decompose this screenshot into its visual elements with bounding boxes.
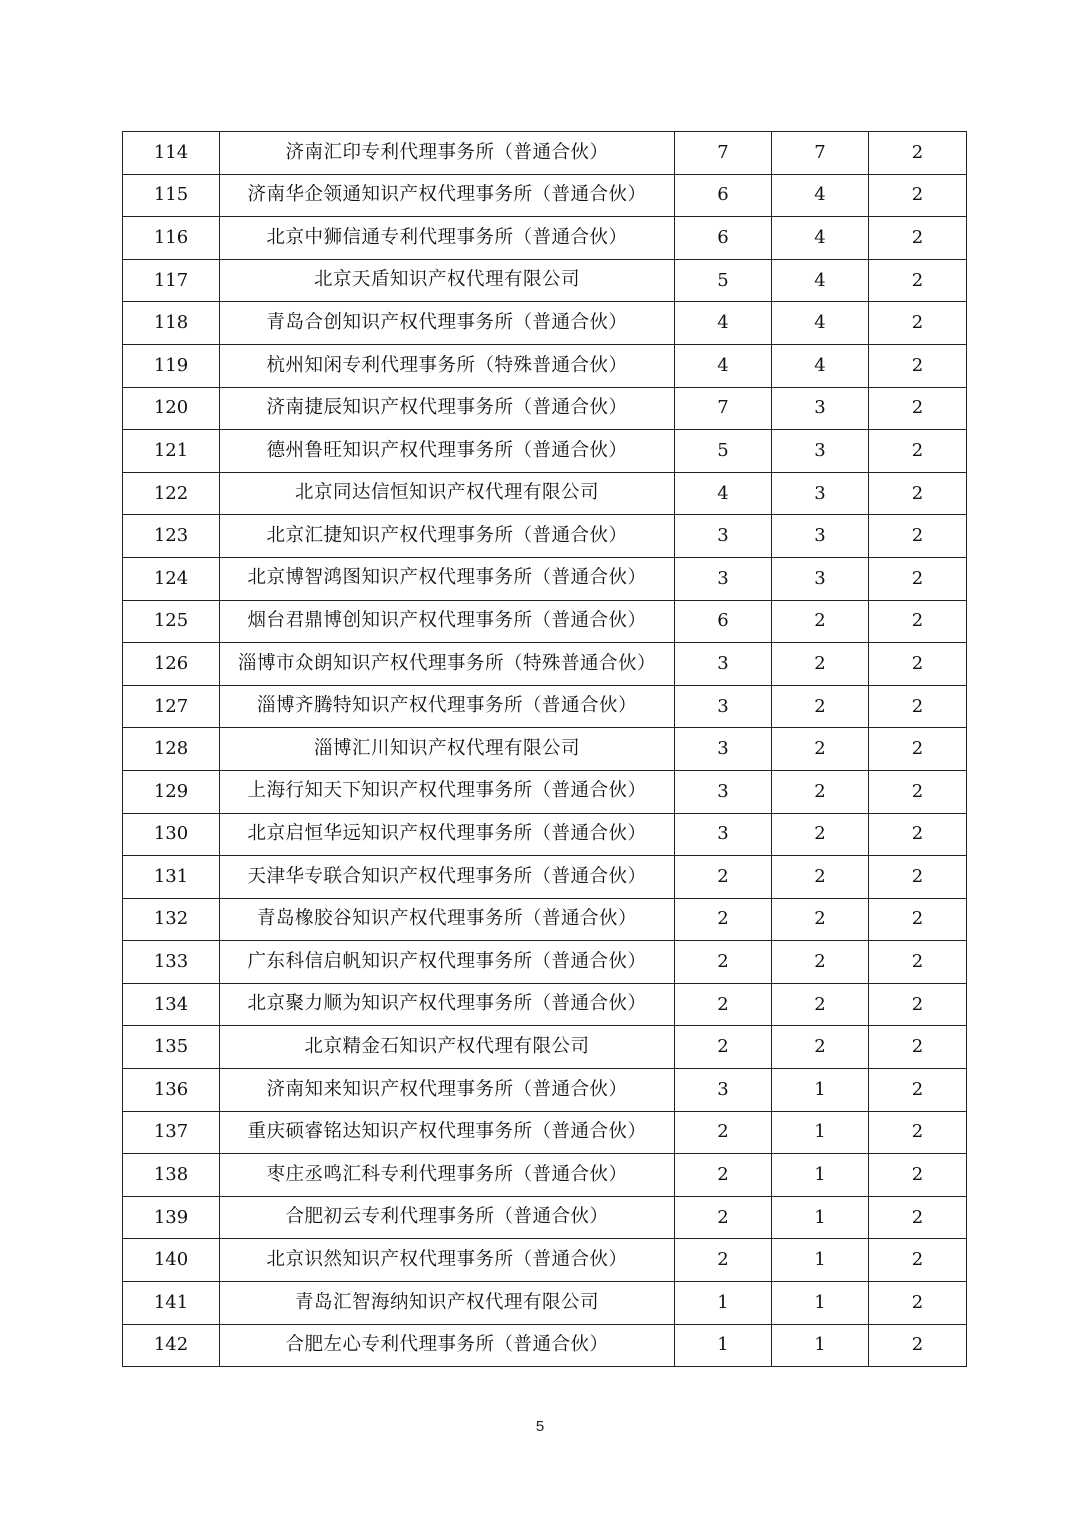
value-c-cell: 2 [869, 1111, 967, 1154]
row-number-cell: 142 [123, 1324, 220, 1367]
value-a-cell: 2 [675, 856, 772, 899]
row-number-cell: 137 [123, 1111, 220, 1154]
value-b-cell: 3 [772, 430, 869, 473]
table-row [123, 898, 967, 941]
table-row [123, 941, 967, 984]
table-row [123, 302, 967, 345]
value-a-cell: 2 [675, 1239, 772, 1282]
value-c-cell: 2 [869, 387, 967, 430]
agency-name-cell: 青岛合创知识产权代理事务所（普通合伙） [220, 302, 675, 345]
table-row [123, 983, 967, 1026]
agency-name-cell: 烟台君鼎博创知识产权代理事务所（普通合伙） [220, 600, 675, 643]
agency-name-cell: 合肥初云专利代理事务所（普通合伙） [220, 1196, 675, 1239]
value-c-cell: 2 [869, 1069, 967, 1112]
row-number-cell: 123 [123, 515, 220, 558]
value-c-cell: 2 [869, 1324, 967, 1367]
value-b-cell: 7 [772, 132, 869, 175]
row-number-cell: 119 [123, 344, 220, 387]
table-row [123, 1196, 967, 1239]
value-b-cell: 1 [772, 1239, 869, 1282]
agency-name-cell: 济南汇印专利代理事务所（普通合伙） [220, 132, 675, 175]
table-row [123, 1324, 967, 1367]
table-row [123, 643, 967, 686]
row-number-cell: 133 [123, 941, 220, 984]
table-row [123, 1239, 967, 1282]
value-a-cell: 5 [675, 259, 772, 302]
table-row [123, 387, 967, 430]
value-c-cell: 2 [869, 472, 967, 515]
value-b-cell: 2 [772, 898, 869, 941]
value-c-cell: 2 [869, 1196, 967, 1239]
row-number-cell: 124 [123, 557, 220, 600]
page-number: 5 [535, 1418, 545, 1435]
value-b-cell: 4 [772, 302, 869, 345]
value-a-cell: 7 [675, 387, 772, 430]
agency-name-cell: 北京中狮信通专利代理事务所（普通合伙） [220, 217, 675, 260]
table-row [123, 1282, 967, 1325]
value-b-cell: 1 [772, 1282, 869, 1325]
table-row [123, 728, 967, 771]
table-row [123, 259, 967, 302]
value-a-cell: 3 [675, 643, 772, 686]
agency-name-cell: 北京汇捷知识产权代理事务所（普通合伙） [220, 515, 675, 558]
value-c-cell: 2 [869, 1239, 967, 1282]
row-number-cell: 132 [123, 898, 220, 941]
value-a-cell: 2 [675, 1154, 772, 1197]
value-a-cell: 7 [675, 132, 772, 175]
row-number-cell: 129 [123, 770, 220, 813]
row-number-cell: 120 [123, 387, 220, 430]
agency-name-cell: 重庆硕睿铭达知识产权代理事务所（普通合伙） [220, 1111, 675, 1154]
table-row [123, 685, 967, 728]
table-row [123, 813, 967, 856]
value-b-cell: 2 [772, 1026, 869, 1069]
row-number-cell: 117 [123, 259, 220, 302]
value-c-cell: 2 [869, 643, 967, 686]
value-b-cell: 1 [772, 1196, 869, 1239]
row-number-cell: 140 [123, 1239, 220, 1282]
row-number-cell: 114 [123, 132, 220, 175]
value-a-cell: 6 [675, 600, 772, 643]
row-number-cell: 115 [123, 174, 220, 217]
value-c-cell: 2 [869, 515, 967, 558]
value-b-cell: 2 [772, 983, 869, 1026]
value-c-cell: 2 [869, 557, 967, 600]
value-a-cell: 6 [675, 174, 772, 217]
value-a-cell: 2 [675, 898, 772, 941]
agency-name-cell: 上海行知天下知识产权代理事务所（普通合伙） [220, 770, 675, 813]
value-b-cell: 2 [772, 856, 869, 899]
row-number-cell: 135 [123, 1026, 220, 1069]
value-a-cell: 2 [675, 983, 772, 1026]
value-a-cell: 1 [675, 1282, 772, 1325]
value-b-cell: 1 [772, 1154, 869, 1197]
value-a-cell: 3 [675, 1069, 772, 1112]
row-number-cell: 118 [123, 302, 220, 345]
row-number-cell: 127 [123, 685, 220, 728]
value-c-cell: 2 [869, 1154, 967, 1197]
value-a-cell: 4 [675, 302, 772, 345]
row-number-cell: 134 [123, 983, 220, 1026]
value-c-cell: 2 [869, 770, 967, 813]
value-a-cell: 2 [675, 941, 772, 984]
agency-name-cell: 枣庄丞鸣汇科专利代理事务所（普通合伙） [220, 1154, 675, 1197]
agency-name-cell: 广东科信启帆知识产权代理事务所（普通合伙） [220, 941, 675, 984]
value-a-cell: 4 [675, 472, 772, 515]
value-a-cell: 3 [675, 728, 772, 771]
value-b-cell: 1 [772, 1111, 869, 1154]
table-row [123, 600, 967, 643]
value-c-cell: 2 [869, 1026, 967, 1069]
value-b-cell: 2 [772, 941, 869, 984]
value-c-cell: 2 [869, 898, 967, 941]
row-number-cell: 125 [123, 600, 220, 643]
value-c-cell: 2 [869, 217, 967, 260]
row-number-cell: 121 [123, 430, 220, 473]
agency-name-cell: 青岛橡胶谷知识产权代理事务所（普通合伙） [220, 898, 675, 941]
value-a-cell: 4 [675, 344, 772, 387]
row-number-cell: 130 [123, 813, 220, 856]
agency-name-cell: 北京识然知识产权代理事务所（普通合伙） [220, 1239, 675, 1282]
value-a-cell: 6 [675, 217, 772, 260]
value-b-cell: 3 [772, 472, 869, 515]
value-c-cell: 2 [869, 430, 967, 473]
value-b-cell: 2 [772, 643, 869, 686]
value-b-cell: 2 [772, 600, 869, 643]
row-number-cell: 128 [123, 728, 220, 771]
table-row [123, 217, 967, 260]
value-b-cell: 1 [772, 1069, 869, 1112]
table-row [123, 344, 967, 387]
agency-name-cell: 杭州知闲专利代理事务所（特殊普通合伙） [220, 344, 675, 387]
value-a-cell: 3 [675, 515, 772, 558]
agency-name-cell: 北京博智鸿图知识产权代理事务所（普通合伙） [220, 557, 675, 600]
value-c-cell: 2 [869, 600, 967, 643]
table-row [123, 856, 967, 899]
value-c-cell: 2 [869, 174, 967, 217]
value-c-cell: 2 [869, 302, 967, 345]
value-a-cell: 2 [675, 1026, 772, 1069]
agency-name-cell: 济南华企领通知识产权代理事务所（普通合伙） [220, 174, 675, 217]
value-c-cell: 2 [869, 259, 967, 302]
table-row [123, 1026, 967, 1069]
row-number-cell: 139 [123, 1196, 220, 1239]
value-b-cell: 2 [772, 813, 869, 856]
agency-name-cell: 北京天盾知识产权代理有限公司 [220, 259, 675, 302]
value-b-cell: 3 [772, 387, 869, 430]
agency-name-cell: 淄博齐腾特知识产权代理事务所（普通合伙） [220, 685, 675, 728]
agency-name-cell: 北京同达信恒知识产权代理有限公司 [220, 472, 675, 515]
row-number-cell: 126 [123, 643, 220, 686]
value-b-cell: 2 [772, 728, 869, 771]
agency-name-cell: 北京精金石知识产权代理有限公司 [220, 1026, 675, 1069]
value-c-cell: 2 [869, 132, 967, 175]
row-number-cell: 131 [123, 856, 220, 899]
value-a-cell: 3 [675, 685, 772, 728]
table-row [123, 472, 967, 515]
value-a-cell: 2 [675, 1196, 772, 1239]
agency-name-cell: 济南捷辰知识产权代理事务所（普通合伙） [220, 387, 675, 430]
value-b-cell: 4 [772, 259, 869, 302]
table-row [123, 1069, 967, 1112]
value-a-cell: 1 [675, 1324, 772, 1367]
row-number-cell: 141 [123, 1282, 220, 1325]
table-row [123, 430, 967, 473]
row-number-cell: 116 [123, 217, 220, 260]
value-a-cell: 3 [675, 557, 772, 600]
value-a-cell: 5 [675, 430, 772, 473]
value-b-cell: 1 [772, 1324, 869, 1367]
value-b-cell: 4 [772, 217, 869, 260]
value-c-cell: 2 [869, 813, 967, 856]
row-number-cell: 138 [123, 1154, 220, 1197]
agency-ranking-table [122, 131, 967, 1367]
table-row [123, 515, 967, 558]
value-c-cell: 2 [869, 856, 967, 899]
agency-name-cell: 北京聚力顺为知识产权代理事务所（普通合伙） [220, 983, 675, 1026]
value-c-cell: 2 [869, 941, 967, 984]
agency-name-cell: 淄博汇川知识产权代理有限公司 [220, 728, 675, 771]
table-row [123, 132, 967, 175]
agency-name-cell: 北京启恒华远知识产权代理事务所（普通合伙） [220, 813, 675, 856]
value-b-cell: 4 [772, 174, 869, 217]
value-a-cell: 3 [675, 813, 772, 856]
value-c-cell: 2 [869, 344, 967, 387]
table-body [123, 132, 967, 1367]
value-b-cell: 3 [772, 515, 869, 558]
value-c-cell: 2 [869, 1282, 967, 1325]
table-row [123, 770, 967, 813]
value-b-cell: 2 [772, 685, 869, 728]
agency-name-cell: 济南知来知识产权代理事务所（普通合伙） [220, 1069, 675, 1112]
value-c-cell: 2 [869, 685, 967, 728]
value-b-cell: 4 [772, 344, 869, 387]
table-row [123, 174, 967, 217]
table-row [123, 1111, 967, 1154]
row-number-cell: 122 [123, 472, 220, 515]
agency-name-cell: 德州鲁旺知识产权代理事务所（普通合伙） [220, 430, 675, 473]
agency-name-cell: 天津华专联合知识产权代理事务所（普通合伙） [220, 856, 675, 899]
agency-name-cell: 合肥左心专利代理事务所（普通合伙） [220, 1324, 675, 1367]
value-c-cell: 2 [869, 983, 967, 1026]
value-b-cell: 2 [772, 770, 869, 813]
value-b-cell: 3 [772, 557, 869, 600]
row-number-cell: 136 [123, 1069, 220, 1112]
agency-name-cell: 青岛汇智海纳知识产权代理有限公司 [220, 1282, 675, 1325]
agency-name-cell: 淄博市众朗知识产权代理事务所（特殊普通合伙） [220, 643, 675, 686]
value-a-cell: 2 [675, 1111, 772, 1154]
table-row [123, 557, 967, 600]
table-row [123, 1154, 967, 1197]
value-c-cell: 2 [869, 728, 967, 771]
value-a-cell: 3 [675, 770, 772, 813]
